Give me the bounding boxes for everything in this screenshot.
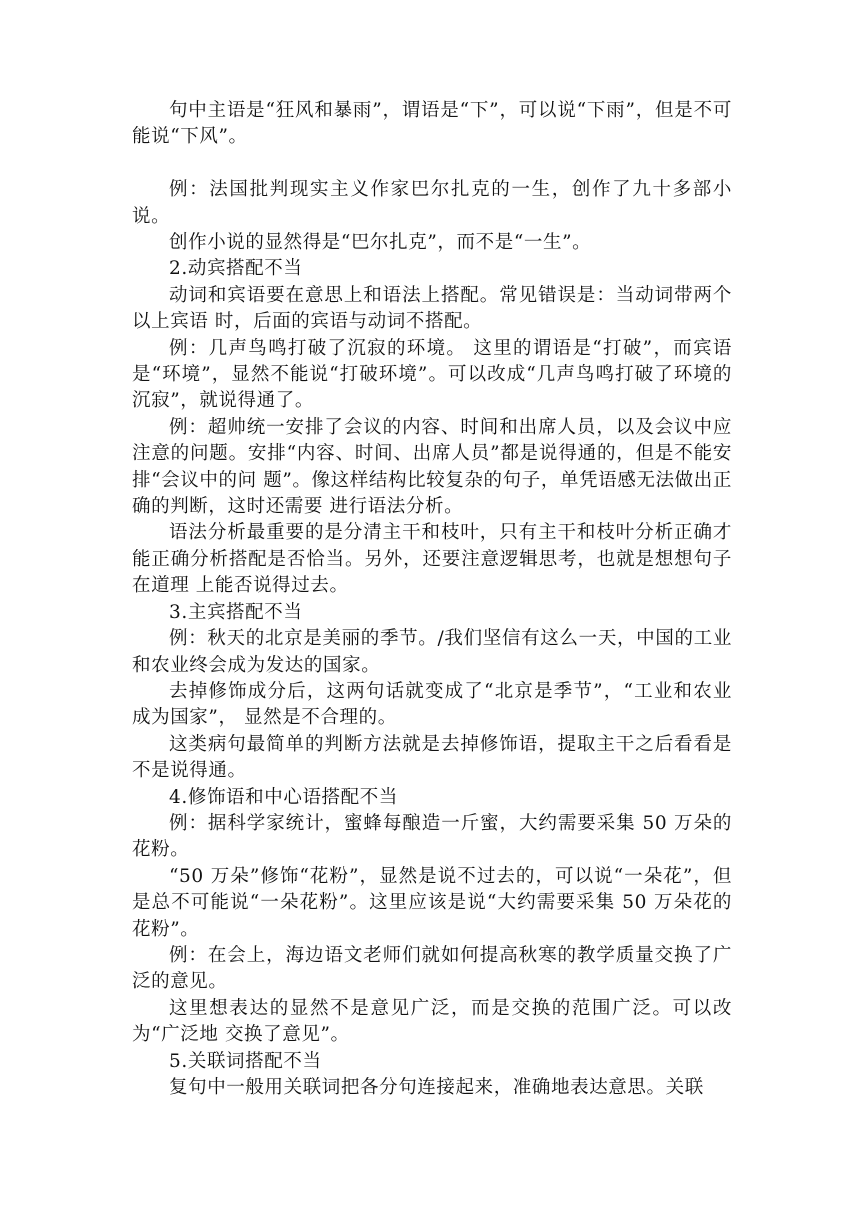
paragraph-verb-object-rule: 动词和宾语要在意思上和语法上搭配。常见错误是：当动词带两个以上宾语 时，后面的宾语与动词不搭配。 (132, 284, 732, 333)
section-heading-conjunction: 5.关联词搭配不当 (169, 1050, 322, 1072)
paragraph-grammar-analysis: 语法分析最重要的是分清主干和枝叶，只有主干和枝叶分析正确才能正确分析搭配是否恰当。另外，还要注意逻辑思考，也就是想想句子在道理 上能否说得过去。 (132, 522, 732, 597)
paragraph-teacher-example: 例：在会上，海边语文老师们就如何提高秋寒的教学质量交换了广泛的意见。 (132, 944, 732, 993)
paragraph-meeting-example: 例：超帅统一安排了会议的内容、时间和出席人员，以及会议中应注意的问题。安排“内容、时间、出席人员”都是说得通的，但是不能安排“会议中的问 题”。像这样结构比较复杂的句子，单凭语感无法做出正确的判断，这时还需要 进行语法分析。 (132, 416, 732, 518)
section-heading-modifier: 4.修饰语和中心语搭配不当 (169, 786, 398, 808)
paragraph-balzac-explanation: 创作小说的显然得是“巴尔扎克”，而不是“一生”。 (169, 232, 592, 254)
paragraph-beijing-example: 例：秋天的北京是美丽的季节。/我们坚信有这么一天，中国的工业和农业终会成为发达的国家。 (132, 628, 732, 676)
paragraph-balzac-example: 例：法国批判现实主义作家巴尔扎克的一生，创作了九十多部小说。 (132, 179, 732, 227)
paragraph-conjunction-rule: 复句中一般用关联词把各分句连接起来，准确地表达意思。关联 (169, 1077, 704, 1099)
document-body (132, 98, 732, 1101)
paragraph-judgement-method: 这类病句最简单的判断方法就是去掉修饰语，提取主干之后看看是不是说得通。 (132, 733, 732, 782)
paragraph-bee-example: 例：据科学家统计，蜜蜂每酿造一斤蜜，大约需要采集 50 万朵的花粉。 (132, 812, 732, 861)
paragraph-bird-example: 例：几声鸟鸣打破了沉寂的环境。 这里的谓语是“打破”，而宾语是“环境”，显然不能说“打破环境”。可以改成“几声鸟鸣打破了环境的沉寂”，就说得通了。 (132, 337, 732, 412)
paragraph-subject-predicate-example: 句中主语是“狂风和暴雨”，谓语是“下”，可以说“下雨”，但是不可能说“下风”。 (132, 100, 732, 148)
paragraph-beijing-explanation: 去掉修饰成分后，这两句话就变成了“北京是季节”，“工业和农业成为国家”， 显然是不合理的。 (132, 680, 732, 729)
paragraph-teacher-explanation: 这里想表达的显然不是意见广泛，而是交换的范围广泛。可以改为“广泛地 交换了意见”。 (132, 997, 732, 1046)
section-heading-verb-object: 2.动宾搭配不当 (169, 258, 303, 280)
section-heading-subject-object: 3.主宾搭配不当 (169, 601, 303, 623)
paragraph-spacer (132, 151, 732, 177)
paragraph-bee-explanation: “50 万朵”修饰“花粉”，显然是说不过去的，可以说“一朵花”，但是总不可能说“一朵花粉”。这里应该是说“大约需要采集 50 万朵花的花粉”。 (132, 865, 732, 940)
